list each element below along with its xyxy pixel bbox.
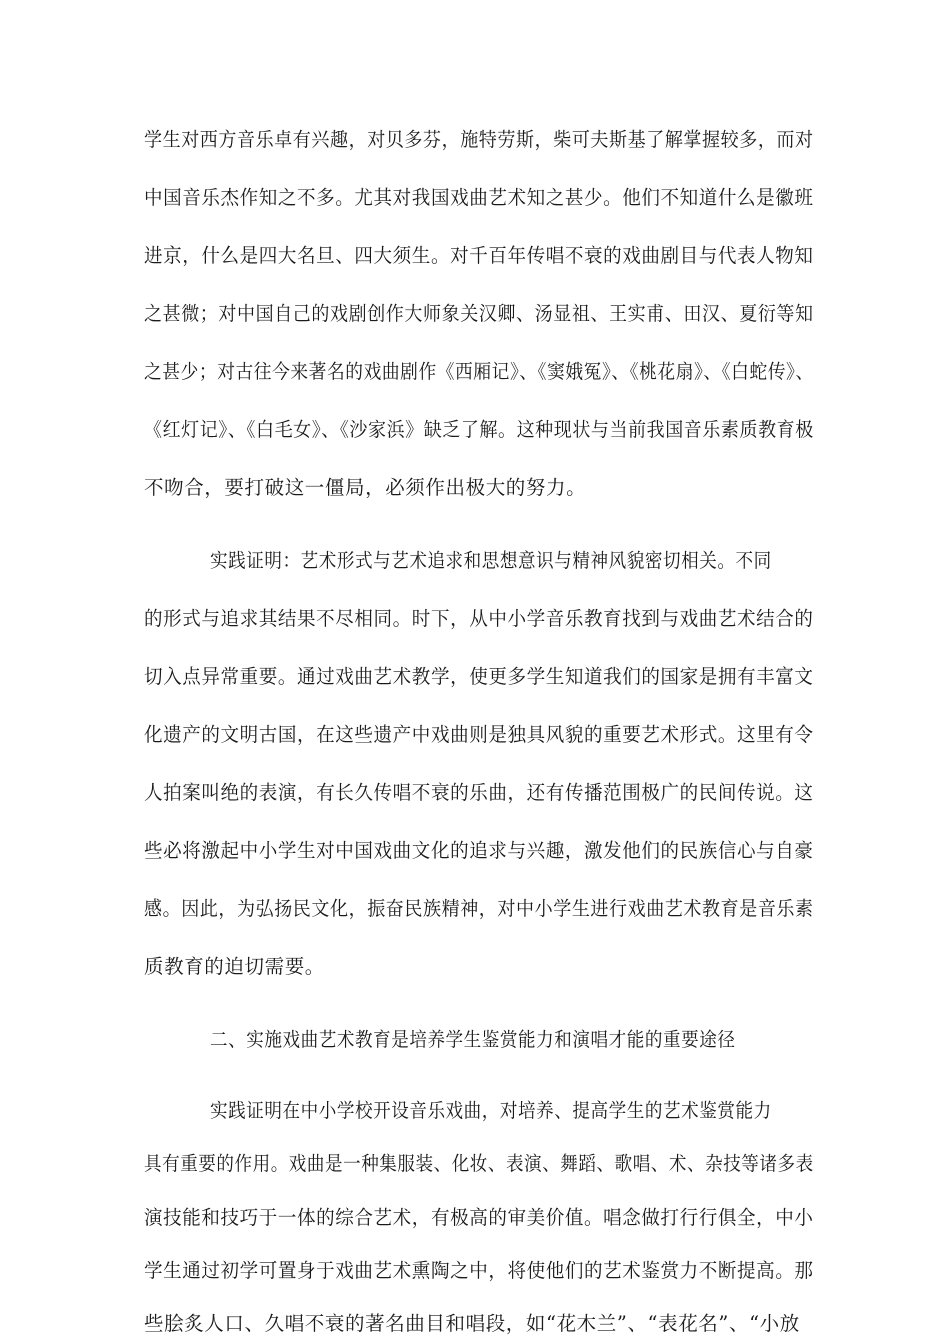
text-line: 些脍炙人口、久唱不衰的著名曲目和唱段，如“花木兰”、“表花名”、“小放 <box>144 1312 800 1335</box>
text-line: 中国音乐杰作知之不多。尤其对我国戏曲艺术知之甚少。他们不知道什么是徽班 <box>144 186 814 209</box>
text-line: 人拍案叫绝的表演，有长久传唱不衰的乐曲，还有传播范围极广的民间传说。这 <box>144 781 814 804</box>
text-line: 的形式与追求其结果不尽相同。时下，从中小学音乐教育找到与戏曲艺术结合的 <box>144 607 814 630</box>
text-line: 学生对西方音乐卓有兴趣，对贝多芬，施特劳斯，柴可夫斯基了解掌握较多，而对 <box>144 128 814 151</box>
text-line: 进京，什么是四大名旦、四大须生。对千百年传唱不衰的戏曲剧目与代表人物知 <box>144 244 814 267</box>
text-line: 之甚少；对古往今来著名的戏曲剧作《西厢记》、《窦娥冤》、《桃花扇》、《白蛇传》、 <box>144 360 814 383</box>
text-line: 切入点异常重要。通过戏曲艺术教学，使更多学生知道我们的国家是拥有丰富文 <box>144 665 814 688</box>
text-line: 不吻合，要打破这一僵局，必须作出极大的努力。 <box>144 476 587 499</box>
text-line: 演技能和技巧于一体的综合艺术，有极高的审美价值。唱念做打行行俱全，中小 <box>144 1205 814 1229</box>
text-line: 《红灯记》、《白毛女》、《沙家浜》缺乏了解。这种现状与当前我国音乐素质教育极 <box>144 418 814 441</box>
text-line: 实践证明：艺术形式与艺术追求和思想意识与精神风貌密切相关。不同 <box>210 549 772 572</box>
text-line: 实践证明在中小学校开设音乐戏曲，对培养、提高学生的艺术鉴赏能力 <box>210 1099 772 1122</box>
text-line: 些必将激起中小学生对中国戏曲文化的追求与兴趣，激发他们的民族信心与自豪 <box>144 839 814 862</box>
text-line: 之甚微；对中国自己的戏剧创作大师象关汉卿、汤显祖、王实甫、田汉、夏衍等知 <box>144 302 814 325</box>
text-line: 化遗产的文明古国，在这些遗产中戏曲则是独具风貌的重要艺术形式。这里有令 <box>144 723 814 746</box>
text-line: 学生通过初学可置身于戏曲艺术熏陶之中，将使他们的艺术鉴赏力不断提高。那 <box>144 1258 814 1282</box>
section-heading: 二、实施戏曲艺术教育是培养学生鉴赏能力和演唱才能的重要途径 <box>210 1028 736 1051</box>
text-line: 具有重要的作用。戏曲是一种集服装、化妆、表演、舞蹈、歌唱、术、杂技等诸多表 <box>144 1152 814 1176</box>
text-line: 感。因此，为弘扬民文化，振奋民族精神，对中小学生进行戏曲艺术教育是音乐素 <box>144 897 814 920</box>
text-line: 质教育的迫切需要。 <box>144 955 325 978</box>
